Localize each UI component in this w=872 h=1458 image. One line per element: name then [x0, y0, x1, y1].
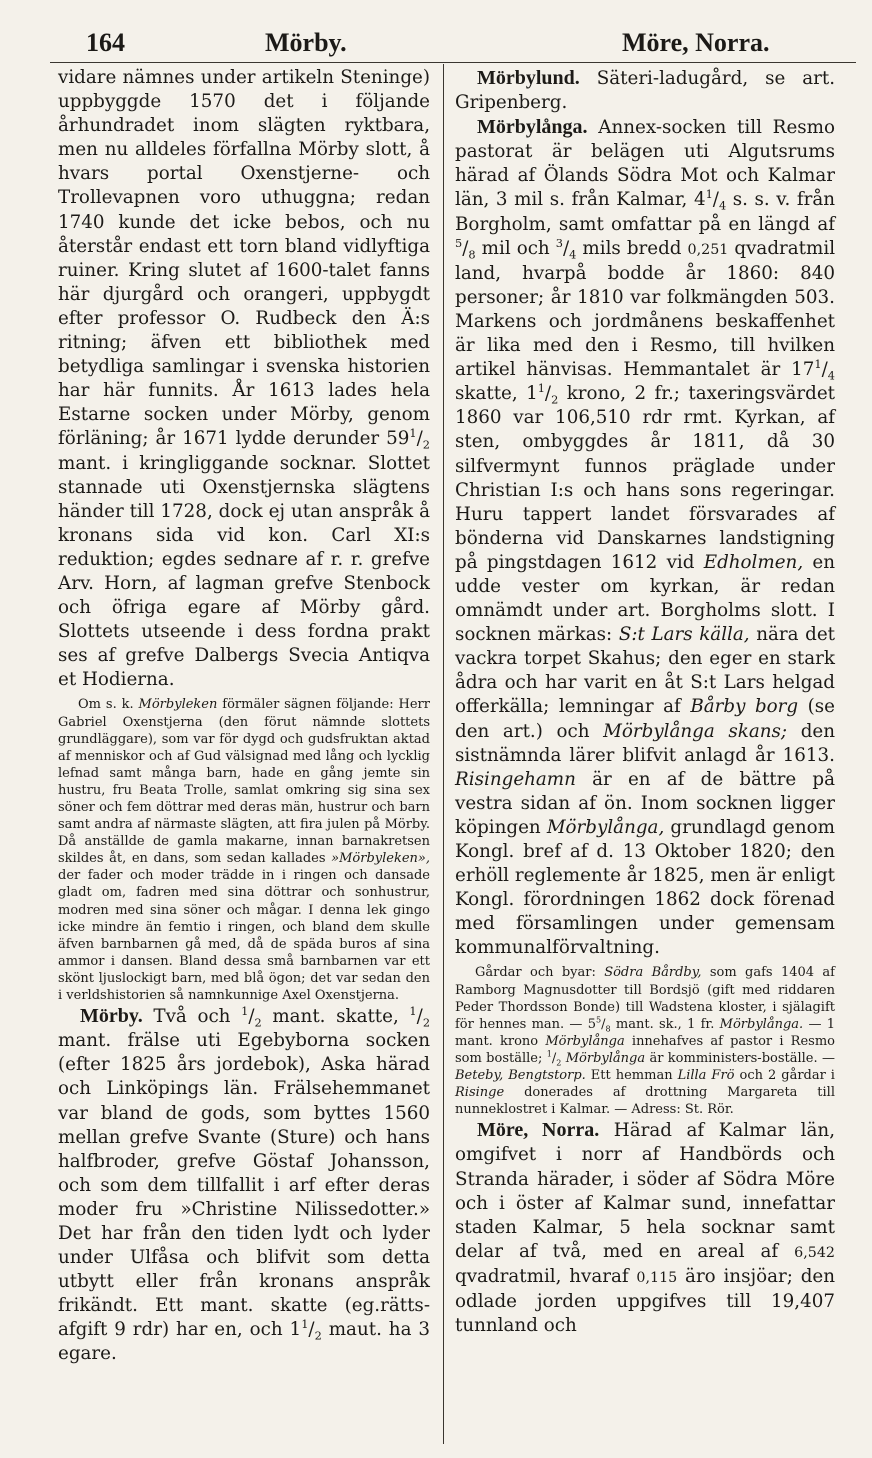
entry-morbylanga: Mörbylånga. Annex-socken till Resmo pastorat är belägen uti Algutsrums härad af Ölands Södra Mot och Kalmar län, 3 mil s. från Kalmar, $4^1/_4$ s. s. v. från Borgholm, samt omfattar på en längd af $^5/_8$ mil och $^3/_4$ mils bredd 0,251 qvadratmil land, hvarpå bodde år 1860: 840 personer; år 1810 var folkmängden 503. Markens och jordmånens beskaffenhet är lika med den i Resmo, till hvilken artikel hänvisas. Hemmantalet är $17^1/_4$ skatte, $1^1/_2$ krono, 2 fr.; taxeringsvärdet 1860 var 106,510 rdr rmt. Kyrkan, af sten, ombyggdes år 1811, då 30 silfvermynt funnos präglade under Christian I:s och hans sons regeringar. Huru tappert landet försvarades af bönderna vid Danskarnes landstigning på pingstdagen 1612 vid Edholmen, en udde vester om kyrkan, är redan omnämdt under art. Borgholms slott. I socknen märkas: S:t Lars källa, nära det vackra torpet Skahus; den eger en stark ådra och har varit en åt S:t Lars helgad offerkälla; lemningar af Bårby borg (se den art.) och Mörbylånga skans; den sistnämnda lärer blifvit anlagd år 1613. Risingehamn är en af de bättre på vestra sidan af ön. Inom socknen ligger köpingen Mörbylånga, grundlagd genom Kongl. bref af d. 13 Oktober 1820; den erhöll reglemente år 1825, men är enligt Kongl. förordningen 1862 dock förenad med församlingen under gemensam kommunalförvaltning. [455, 116, 836, 959]
entry-heading: Mörbylund. [477, 67, 580, 89]
running-head-left: Mörby. [265, 28, 347, 57]
running-head-right: Möre, Norra. [622, 28, 770, 57]
entry-heading: Mörbylånga. [477, 116, 588, 139]
page-header [50, 26, 838, 60]
entry-more-norra: Möre, Norra. Härad af Kalmar län, omgifvet i norr af Handbörds och Stranda härader, i söder af Södra Möre och i öster af Kalmar sund, innefattar staden Kalmar, 5 hela socknar samt delar af två, med en areal af 6,542 qvadratmil, hvaraf 0,115 äro insjöar; den odlade jorden uppgifves till 19,407 tunnland och [455, 1119, 836, 1337]
entry-morby: Mörby. Två och $^1/_2$ mant. skatte, $^1/_2$ mant. frälse uti Egebyborna socken (efter 1825 års jordebok), Aska härad och Linköpings län. Frälsehemmanet var bland de gods, som byttes 1560 mellan grefve Svante (Sture) och hans halfbroder, grefve Göstaf Johansson, och som dem tillfallit i arf efter deras moder fru »Christine Nilissedotter.» Det har från den tiden lydt och lyder under Ulfåsa och blifvit som detta utbytt eller från kronans anspråk frikändt. Ett mant. skatte (eg.rätts-afgift 9 rdr) har en, och $1^1/_2$ maut. ha 3 egare. [58, 1004, 431, 1365]
header-rule [50, 62, 856, 63]
left-column [58, 66, 430, 1367]
page-number: 164 [86, 28, 125, 57]
paragraph-morby-castle: vidare nämnes under artikeln Steninge) uppbyggde 1570 det i följande århundradet inom slägten ryktbara, men nu alldeles förfallna Mörby slott, å hvars portal Oxenstjerne- och Trollevapnen voro uthuggna; redan 1740 kunde det icke bebos, och nu återstår endast ett torn bland vidlyftiga ruiner. Kring slutet af 1600-talet fanns här djurgård och orangeri, uppbygdt efter professor O. Rudbeck den Ä:s ritning; äfven ett bibliothek med betydliga samlingar i svenska historien har här funnits. År 1613 lades hela Estarne socken under Mörby, genom förläning; år 1671 lydde derunder $59^1/_2$ mant. i kringliggande socknar. Slottet stannade uti Oxenstjernska slägtens händer till 1728, dock ej utan anspråk å kronans sida vid kon. Carl XI:s reduktion; egdes sednare af r. r. grefve Arv. Horn, af lagman grefve Stenbock och öfriga egare af Mörby gård. Slottets utseende i dess fordna prakt ses af grefve Dalbergs Svecia Antiqva et Hodierna. [58, 67, 430, 691]
entry-morbylund: Mörbylund. Säteri-ladugård, se art. Gripenberg. [455, 67, 835, 114]
entry-heading: Mörby. [80, 1005, 143, 1028]
entry-heading: Möre, Norra. [477, 1119, 600, 1142]
note-morbyleken: Om s. k. Mörbyleken förmäler sägnen följande: Herr Gabriel Oxenstjerna (den förut nämnde slottets grundläggare), som var för dygd och gudsfruktan aktad af menniskor och af Gud välsignad med lång och lycklig lefnad samt många barn, hade en gång jemte sin hustru, fru Beata Trolle, samlat omkring sig sina sex söner och fem döttrar med deras män, hustrur och barn samt andra af närmaste slägten, att fira julen på Mörby. Då anställde de gamla makarne, innan barnakretsen skildes åt, en dans, som sedan kallades »Mörbyleken», der fader och moder trädde in i ringen och dansade gladt om, fadren med sina döttrar och sonhustrur, modren med sina söner och mågar. I denna lek gingo icke mindre än femtio i ringen, och bland dem skulle äfven barnbarnen gå med, då de späda buros af sina ammor i dansen. Bland dessa små barnbarnen var ett skönt ljuslockigt barn, med blå ögon; det var sedan den i verldshistorien så namnkunnige Axel Oxenstjerna. [58, 697, 430, 1004]
note-gardar-och-byar: Gårdar och byar: Södra Bårdby, som gafs 1404 af Ramborg Magnusdotter till Bordsjö (gift med riddaren Peder Thordsson Bonde) till Wadstena kloster, i själagift för hennes man. — $5^5/_8$ mant. sk., 1 fr. Mörbylånga. — 1 mant. krono Mörbylånga innehafves af pastor i Resmo som boställe; $^1/_2$ Mörbylånga är komministers-boställe. — Beteby, Bengtstorp. Ett hemman Lilla Frö och 2 gårdar i Risinge donerades af drottning Margareta till nunneklostret i Kalmar. — Adress: St. Rör. [455, 965, 835, 1118]
column-divider [443, 64, 444, 1444]
right-column [455, 66, 835, 1338]
